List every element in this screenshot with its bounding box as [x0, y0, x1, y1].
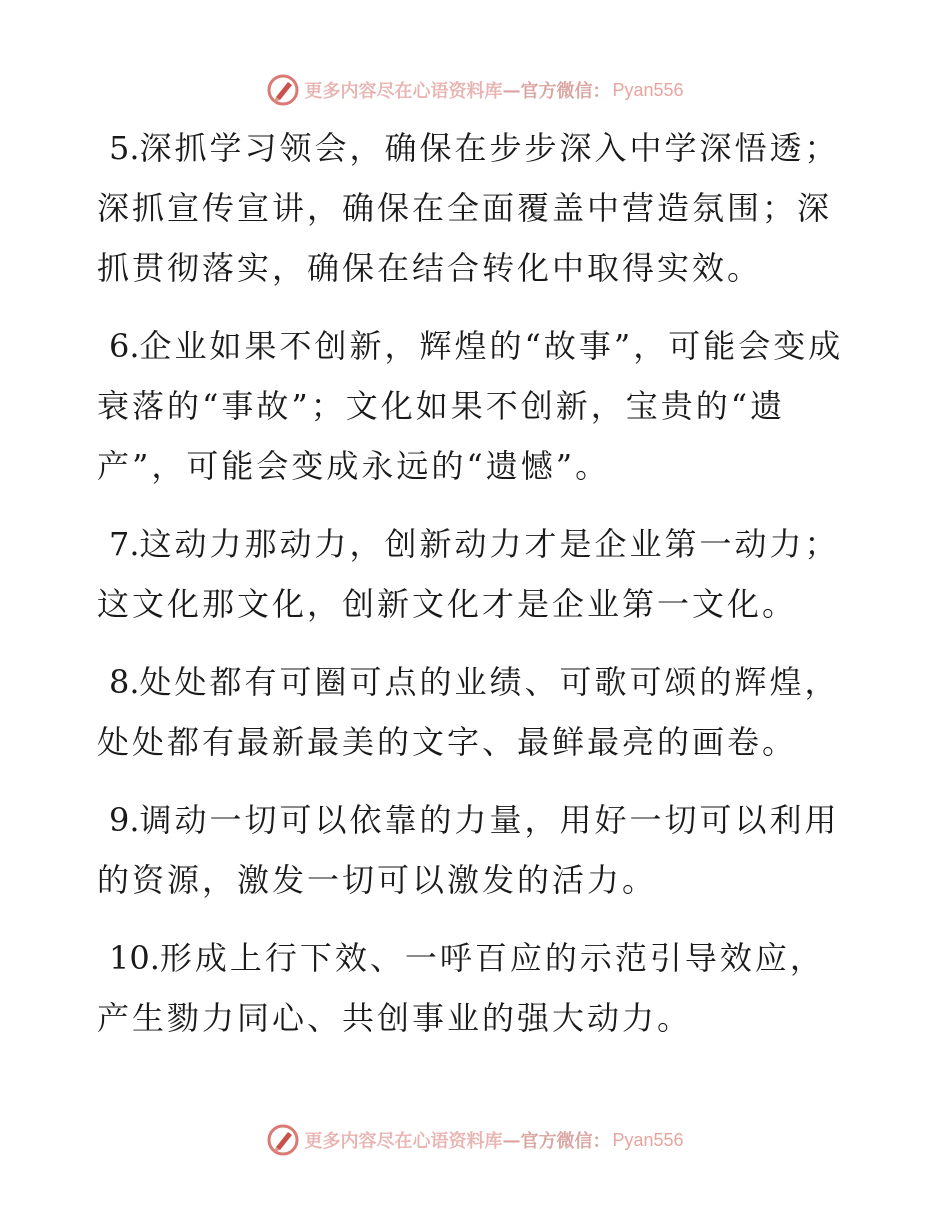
paragraph-6	[97, 316, 857, 496]
header-watermark	[0, 70, 950, 110]
paragraph-number: 6.	[109, 327, 140, 365]
paragraph-8	[97, 652, 857, 772]
watermark-wechat-id: Pyan556	[612, 1129, 684, 1150]
pen-circle-logo-icon	[266, 1123, 300, 1157]
pen-circle-logo-icon	[266, 73, 300, 107]
paragraph-7	[97, 514, 857, 634]
paragraph-text: 这动力那动力，创新动力才是企业第一动力；这文化那文化，创新文化才是企业第一文化。	[97, 525, 840, 623]
watermark-text: 更多内容尽在心语资料库	[304, 1131, 503, 1152]
paragraph-text: 处处都有可圈可点的业绩、可歌可颂的辉煌，处处都有最新最美的文字、最鲜最亮的画卷。	[97, 663, 840, 761]
paragraph-text: 形成上行下效、一呼百应的示范引导效应，产生勠力同心、共创事业的强大动力。	[97, 939, 825, 1037]
paragraph-5	[97, 118, 857, 298]
paragraph-number: 9.	[109, 801, 140, 839]
watermark-text: 更多内容尽在心语资料库	[304, 81, 503, 102]
watermark-dash: —	[502, 79, 521, 101]
document-body	[97, 118, 857, 1066]
paragraph-text: 调动一切可以依靠的力量，用好一切可以利用的资源，激发一切可以激发的活力。	[97, 801, 840, 899]
watermark-wechat-label: 官方微信：	[520, 81, 611, 102]
footer-watermark	[0, 1120, 950, 1160]
watermark-wechat-id: Pyan556	[612, 79, 684, 100]
paragraph-text: 深抓学习领会，确保在步步深入中学深悟透；深抓宣传宣讲，确保在全面覆盖中营造氛围；深抓贯彻落实，确保在结合转化中取得实效。	[97, 129, 840, 287]
paragraph-text: 企业如果不创新，辉煌的“故事”，可能会变成衰落的“事故”；文化如果不创新，宝贵的“遗产”，可能会变成永远的“遗憾”。	[97, 327, 844, 485]
paragraph-number: 5.	[109, 129, 140, 167]
paragraph-number: 10.	[109, 939, 160, 977]
paragraph-10	[97, 928, 857, 1048]
paragraph-9	[97, 790, 857, 910]
paragraph-number: 8.	[109, 663, 140, 701]
watermark-dash: —	[502, 1129, 521, 1151]
watermark-wechat-label: 官方微信：	[520, 1131, 611, 1152]
paragraph-number: 7.	[109, 525, 140, 563]
